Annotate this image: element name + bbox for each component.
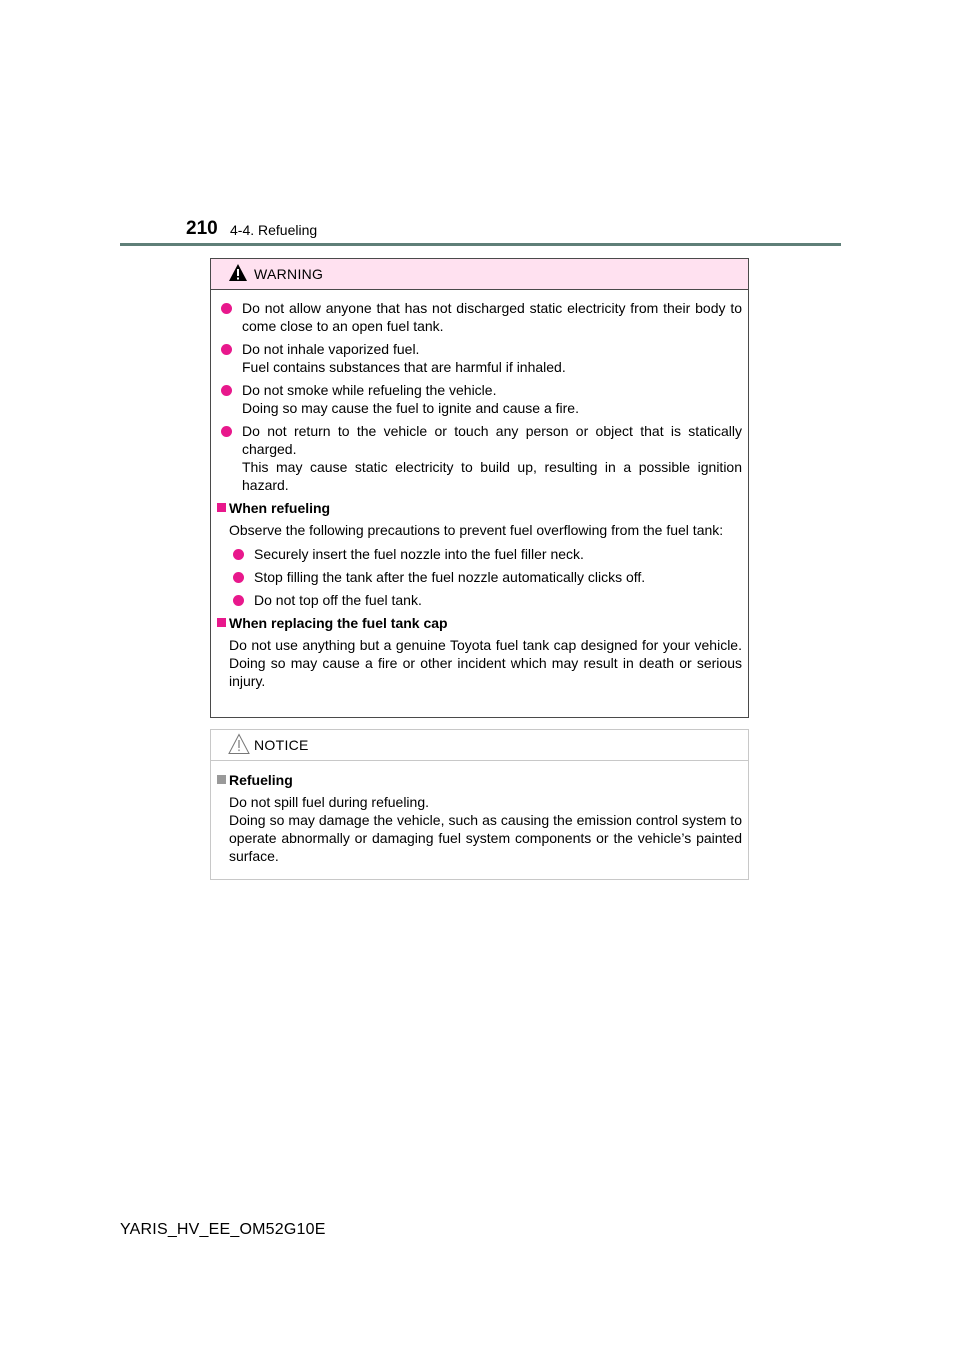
- paragraph: [217, 793, 742, 865]
- list-item: [229, 591, 742, 609]
- subsection-heading: [217, 771, 742, 789]
- warning-triangle-icon: [228, 263, 248, 282]
- square-bullet-icon: [217, 775, 226, 784]
- notice-title: NOTICE: [254, 737, 309, 753]
- bullet-text: Do not return to the vehicle or touch any person or object that is statically charged.: [242, 423, 742, 457]
- heading-text: When refueling: [229, 500, 331, 516]
- paragraph: [217, 521, 742, 539]
- notice-header: [211, 730, 748, 761]
- bullet-text: Do not inhale vaporized fuel.: [242, 341, 420, 357]
- bullet-text: This may cause static electricity to build up, resulting in a possible ignition hazard.: [242, 459, 742, 493]
- bullet-icon: [233, 572, 244, 583]
- notice-body: [211, 761, 748, 865]
- paragraph-text: Do not use anything but a genuine Toyota fuel tank cap designed for your vehicle. Doing so may cause a fire or other incident which may result in death or serious injury.: [229, 637, 742, 689]
- list-item: [217, 422, 742, 494]
- heading-text: Refueling: [229, 772, 293, 788]
- notice-box: [210, 729, 749, 880]
- bullet-icon: [221, 426, 232, 437]
- warning-title: WARNING: [254, 266, 324, 282]
- subsection-heading: [217, 499, 742, 517]
- paragraph-text: Observe the following precautions to prevent fuel overflowing from the fuel tank:: [229, 522, 724, 538]
- bullet-text: Do not allow anyone that has not discharged static electricity from their body to come close to an open fuel tank.: [242, 300, 742, 334]
- bullet-icon: [233, 549, 244, 560]
- bullet-text: Do not top off the fuel tank.: [254, 592, 422, 608]
- header-rule: [120, 243, 841, 246]
- document-code: YARIS_HV_EE_OM52G10E: [120, 1221, 326, 1238]
- caution-triangle-icon: [228, 733, 250, 755]
- paragraph: [217, 636, 742, 690]
- bullet-text: Securely insert the fuel nozzle into the fuel filler neck.: [254, 546, 584, 562]
- square-bullet-icon: [217, 618, 226, 627]
- list-item: [217, 381, 742, 417]
- list-item: [217, 340, 742, 376]
- list-item: [229, 568, 742, 586]
- page-number: 210: [186, 218, 218, 239]
- paragraph-text: Doing so may damage the vehicle, such as causing the emission control system to operate abnormally or damaging fuel system components or the vehicle’s painted surface.: [229, 812, 742, 864]
- bullet-icon: [233, 595, 244, 606]
- bullet-text: Doing so may cause the fuel to ignite and cause a fire.: [242, 400, 579, 416]
- subsection-heading: [217, 614, 742, 632]
- warning-body: [211, 290, 748, 690]
- bullet-icon: [221, 385, 232, 396]
- bullet-icon: [221, 344, 232, 355]
- bullet-text: Fuel contains substances that are harmful if inhaled.: [242, 359, 566, 375]
- warning-box: [210, 258, 749, 718]
- section-title: 4-4. Refueling: [230, 222, 318, 238]
- paragraph-text: Do not spill fuel during refueling.: [229, 794, 430, 810]
- bullet-text: Do not smoke while refueling the vehicle.: [242, 382, 497, 398]
- list-item: [229, 545, 742, 563]
- list-item: [217, 299, 742, 335]
- warning-header: [211, 259, 748, 290]
- bullet-icon: [221, 303, 232, 314]
- heading-text: When replacing the fuel tank cap: [229, 615, 448, 631]
- square-bullet-icon: [217, 503, 226, 512]
- bullet-text: Stop filling the tank after the fuel nozzle automatically clicks off.: [254, 569, 646, 585]
